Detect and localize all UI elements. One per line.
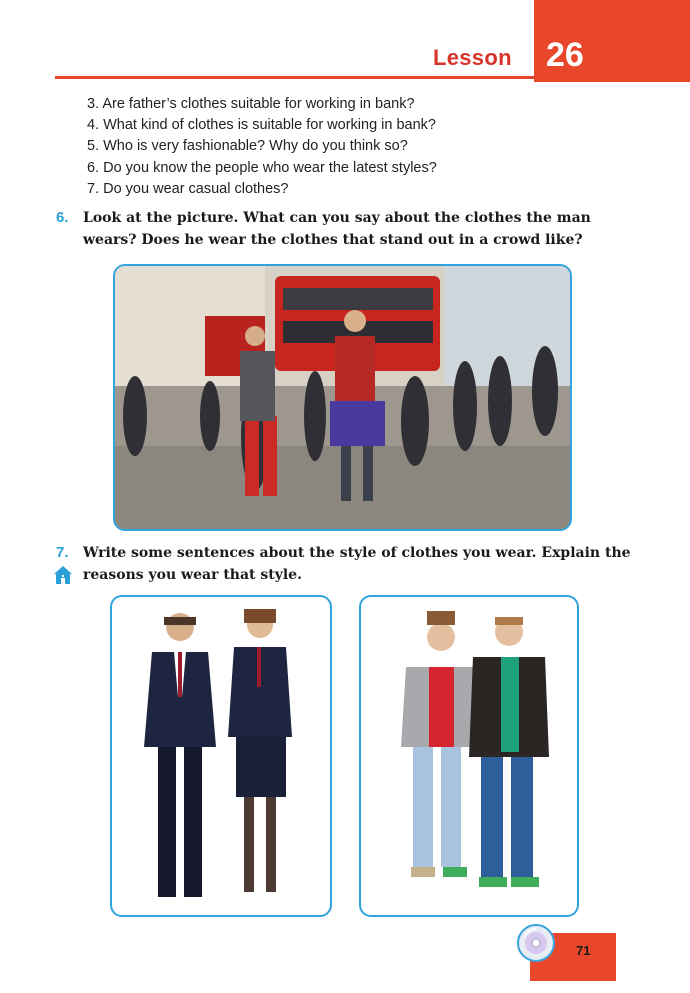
task-7-text: Write some sentences about the style of clothes you wear. Explain the reasons you wear that style. xyxy=(83,545,631,583)
lesson-label: Lesson xyxy=(433,45,512,70)
task-6 xyxy=(56,207,656,251)
cd-icon xyxy=(516,923,556,963)
task-7-number: 7. xyxy=(56,544,69,561)
page-number: 71 xyxy=(576,943,591,958)
street-photo xyxy=(113,264,572,531)
street-scene-illustration xyxy=(115,266,572,531)
school-uniform-illustration xyxy=(112,597,332,917)
task-7 xyxy=(56,542,656,586)
question-item: 5. Who is very fashionable? Why do you think so? xyxy=(87,138,408,155)
uniform-photo xyxy=(110,595,332,917)
question-item: 4. What kind of clothes is suitable for working in bank? xyxy=(87,117,436,134)
question-item: 3. Are father’s clothes suitable for working in bank? xyxy=(87,96,415,112)
lesson-number: 26 xyxy=(546,36,584,74)
casual-clothes-illustration xyxy=(361,597,579,917)
question-item: 7. Do you wear casual clothes? xyxy=(87,180,289,197)
home-icon xyxy=(53,565,73,585)
question-list xyxy=(87,94,437,200)
task-6-text: Look at the picture. What can you say about the clothes the man wears? Does he wear the clothes that stand out in a crowd like? xyxy=(83,210,591,248)
lesson-rule xyxy=(55,76,535,79)
question-item: 6. Do you know the people who wear the latest styles? xyxy=(87,159,437,176)
casual-photo xyxy=(359,595,579,917)
task-6-number: 6. xyxy=(56,209,69,226)
